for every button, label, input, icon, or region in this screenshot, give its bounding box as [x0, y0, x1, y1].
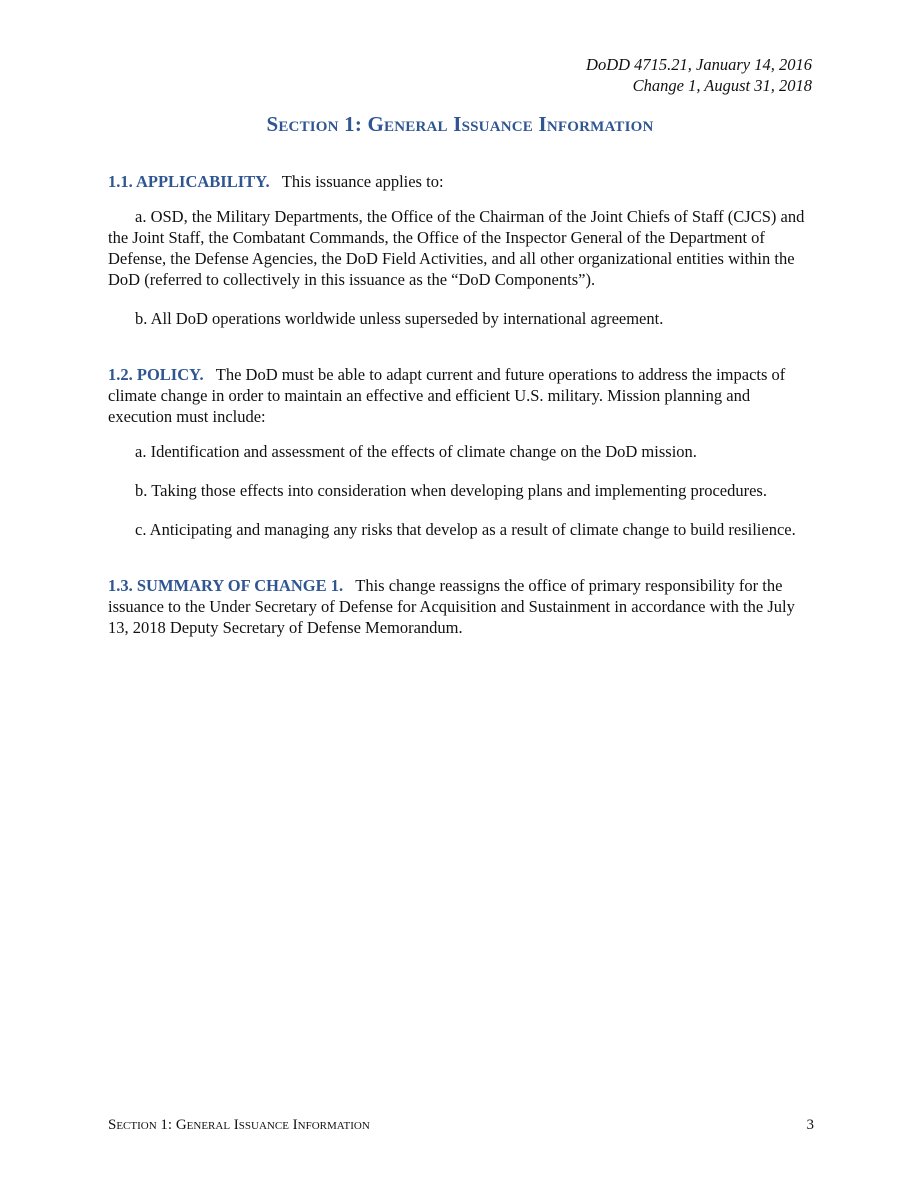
section-1-1-heading: [108, 171, 814, 192]
section-title: Section 1: General Issuance Information: [266, 112, 654, 136]
section-1-1-text: This issuance applies to:: [281, 172, 444, 191]
page-number: 3: [806, 1117, 814, 1133]
section-1-3-heading: [108, 575, 814, 638]
section-1-3-label: 1.3. SUMMARY OF CHANGE 1.: [108, 576, 344, 595]
section-1-1-label: 1.1. APPLICABILITY.: [108, 172, 270, 191]
page-footer: [108, 1117, 814, 1134]
section-1-2-a: a. Identification and assessment of the effects of climate change on the DoD mission.: [135, 442, 697, 461]
section-1-3-text: This change reassigns the office of primary responsibility for the issuance to the Under Secretary of Defense for Acquisition and Sustainment in accordance with the July 13, 2018 Deputy Secretary of Defense Memorandum.: [108, 576, 795, 637]
document-header: [586, 54, 812, 96]
section-1-1-b: b. All DoD operations worldwide unless superseded by international agreement.: [135, 309, 664, 328]
section-1-2-heading: [108, 364, 814, 427]
section-1-2-b: b. Taking those effects into consideration when developing plans and implementing procedures.: [135, 481, 767, 500]
section-1-1-a: a. OSD, the Military Departments, the Office of the Chairman of the Joint Chiefs of Staff (CJCS) and the Joint Staff, the Combatant Commands, the Office of the Inspector General of the Department of Defense, the Defense Agencies, the DoD Field Activities, and all other organizational entities within the DoD (referred to collectively in this issuance as the “DoD Components”).: [108, 207, 805, 289]
section-1-2-c: c. Anticipating and managing any risks that develop as a result of climate change to build resilience.: [135, 520, 796, 539]
footer-section-title: Section 1: General Issuance Information: [108, 1117, 370, 1133]
header-doc-id: DoDD 4715.21, January 14, 2016: [586, 55, 812, 74]
section-1-2-label: 1.2. POLICY.: [108, 365, 204, 384]
document-body: [108, 171, 814, 652]
section-1-2-text: The DoD must be able to adapt current and future operations to address the impacts of climate change in order to maintain an effective and efficient U.S. military. Mission planning and execution must include:: [108, 365, 786, 426]
header-change: Change 1, August 31, 2018: [632, 76, 812, 95]
